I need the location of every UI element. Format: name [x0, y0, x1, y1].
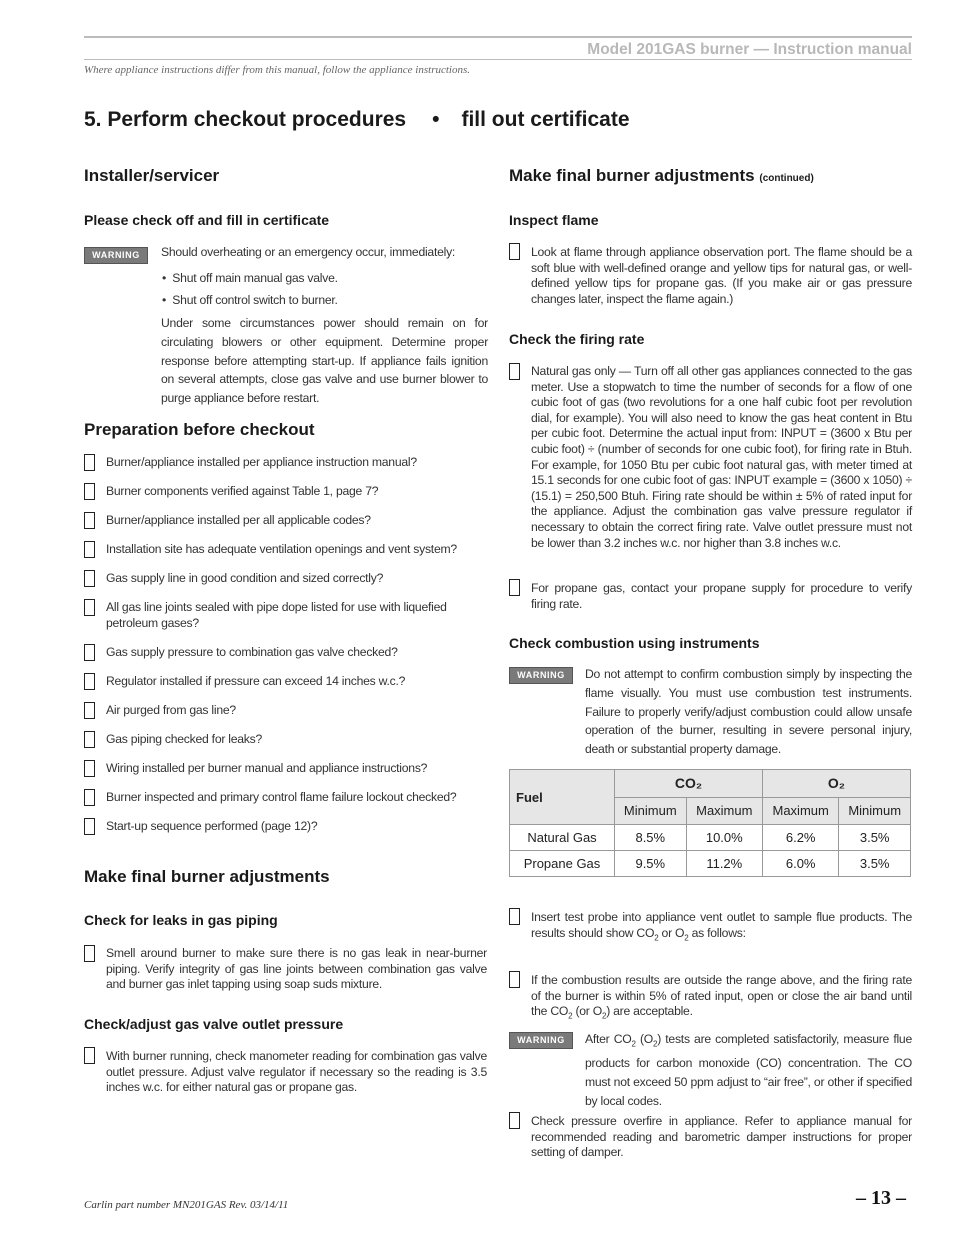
checkbox[interactable] [509, 908, 520, 925]
checkbox[interactable] [84, 731, 95, 748]
leaks-text: Smell around burner to make sure there is no gas leak in near-burner piping. Verify integrity of gas line joints between combination gas valve and burner gas inlet tapping using soap suds mixture. [106, 946, 487, 992]
overfire-text: Check pressure overfire in appliance. Refer to appliance manual for recommended reading and barometric damper instructions for proper setting of damper. [531, 1114, 912, 1160]
checkbox[interactable] [84, 818, 95, 835]
prep-heading: Preparation before checkout [84, 420, 315, 439]
prep-item-text: Air purged from gas line? [106, 703, 236, 717]
table-cell-fuel: Propane Gas [510, 851, 615, 877]
prep-item-text: Burner inspected and primary control flame failure lockout checked? [106, 790, 457, 804]
prep-item-text: Installation site has adequate ventilation openings and vent system? [106, 542, 457, 556]
subscript: 2 [568, 1011, 573, 1021]
section-title-sub: fill out certificate [461, 108, 630, 131]
firing-heading: Check the firing rate [509, 331, 645, 347]
outside-text-b: (or O [572, 1004, 602, 1019]
table-cell: 10.0% [686, 825, 762, 851]
prep-item-text: Burner/appliance installed per appliance instruction manual? [106, 455, 417, 469]
manual-title: Model 201GAS burner — Instruction manual [587, 41, 912, 58]
firing-text: Natural gas only — Turn off all other gas appliances connected to the gas meter. Use a stopwatch to time the number of seconds for a flow of one cubic foot of gas (two revolutions for a one half cubic foot per revolution dial, for example). You will also need to know the gas heat content in Btu per cubic foot. Determine the actual input from: INPUT = (3600 x Btu per cubic foot) ÷ (number of seconds for one cubic foot), for firing rate in Btuh. For example, for 1050 Btu per cubic foot natural gas, with meter timed at 15.1 seconds for one cubic foot of gas: INPUT example = (3600 x 1050) ÷ (15.1) = 250,500 Btuh. Firing rate should be within ± 5% of rated input for the appliance. Adjust the combination gas valve pressure regulator if necessary to obtain the correct firing rate. Valve outlet pressure must not be lower than 3.2 inches w.c. nor higher than 3.8 inches w.c. [531, 364, 912, 550]
checkoff-heading: Please check off and fill in certificate [84, 212, 330, 228]
table-subheader: Maximum [686, 797, 762, 825]
prep-item [84, 760, 490, 780]
checkbox[interactable] [509, 1112, 520, 1129]
checkbox[interactable] [84, 673, 95, 690]
emergency-bullet-2: Shut off control switch to burner. [172, 293, 338, 307]
outlet-text: With burner running, check manometer reading for combination gas valve outlet pressure. Adjust valve regulator if necessary so the reading is 3.5 inches w.c. for either natural gas or propane gas. [106, 1049, 487, 1095]
prep-item [84, 570, 490, 590]
table-cell: 9.5% [615, 851, 687, 877]
probe-text-a: Insert test probe into appliance vent outlet to sample flue products. The results should show CO [531, 910, 912, 940]
outside-range-text [531, 973, 912, 1024]
warning-badge: WARNING [84, 247, 148, 264]
flame-text: Look at flame through appliance observation port. The flame should be a soft blue with well-defined orange and yellow tips for natural gas, or well-defined yellow tips for propane gas. (If you make air or gas pressure changes later, inspect the flame again.) [531, 245, 912, 306]
subscript: 2 [684, 933, 689, 943]
prep-item-text: Gas supply line in good condition and sized correctly? [106, 571, 384, 585]
combustion-heading: Check combustion using instruments [509, 635, 760, 651]
outlet-heading: Check/adjust gas valve outlet pressure [84, 1016, 344, 1032]
checkbox[interactable] [509, 971, 520, 988]
checkbox[interactable] [84, 702, 95, 719]
table-cell: 6.0% [762, 851, 838, 877]
adjust-continued-heading [509, 166, 814, 186]
prep-item [84, 673, 490, 693]
table-subheader: Minimum [839, 797, 911, 825]
prep-item [84, 483, 490, 503]
probe-text-c: as follows: [688, 925, 746, 940]
combustion-warning: Do not attempt to confirm combustion simply by inspecting the flame visually. You must use combustion test instruments. Failure to properly verify/adjust combustion could allow unsafe operation of the burner, resulting in severe personal injury, death or substantial property damage. [585, 667, 912, 757]
emergency-note: Under some circumstances power should remain on for circulating blowers or other equipment. Determine proper response before attempting start-up. If appliance fails ignition on several attempts, close gas valve and use burner blower to purge appliance before restart. [161, 316, 488, 406]
subscript: 2 [631, 1039, 636, 1049]
outside-text-c: ) are acceptable. [606, 1004, 693, 1019]
subscript: 2 [654, 933, 659, 943]
bullet-1: • Shut off main manual gas valve. [162, 271, 338, 285]
prep-item [84, 702, 490, 722]
continued-label: (continued) [759, 173, 814, 184]
section-title-main: 5. Perform checkout procedures [84, 108, 407, 131]
fuel-header: Fuel [510, 770, 615, 825]
prep-item-text: Burner/appliance installed per all applicable codes? [106, 513, 371, 527]
leaks-heading: Check for leaks in gas piping [84, 912, 278, 928]
prep-item-text: Wiring installed per burner manual and appliance instructions? [106, 761, 428, 775]
table-cell: 3.5% [839, 851, 911, 877]
adjust-heading: Make final burner adjustments [84, 867, 330, 886]
co-warning [585, 1030, 912, 1111]
checkbox[interactable] [509, 363, 520, 380]
table-cell-fuel: Natural Gas [510, 825, 615, 851]
prep-item [84, 818, 490, 838]
co-text-c: ) tests are completed satisfactorily, measure flue products for carbon monoxide (CO) concentration. The CO must not exceed 50 ppm adjust to “air free”, or other if specified by local codes. [585, 1032, 912, 1108]
checkbox[interactable] [84, 512, 95, 529]
checkbox[interactable] [509, 243, 520, 260]
prep-item [84, 541, 490, 561]
section-title [84, 108, 630, 132]
checkbox[interactable] [84, 644, 95, 661]
subscript: 2 [601, 1011, 607, 1021]
co2-header: CO₂ [615, 770, 763, 798]
checkbox[interactable] [84, 789, 95, 806]
prep-item [84, 454, 490, 474]
adjust-heading-text: Make final burner adjustments [509, 166, 755, 185]
prep-item-text: All gas line joints sealed with pipe dope listed for use with liquefied petroleum gases? [106, 600, 447, 630]
table-cell: 3.5% [839, 825, 911, 851]
o2-header: O₂ [762, 770, 910, 798]
header-rule-top [84, 36, 912, 38]
checkbox[interactable] [84, 1047, 95, 1064]
prep-item [84, 644, 490, 664]
checkbox[interactable] [84, 541, 95, 558]
outside-text-a: If the combustion results are outside the range above, and the firing rate of the burner is within 5% of rated input, open or close the air band until the CO [531, 973, 912, 1019]
probe-text [531, 910, 912, 946]
emergency-intro: Should overheating or an emergency occur, immediately: [161, 245, 456, 259]
header-note: Where appliance instructions differ from this manual, follow the appliance instructions. [84, 64, 470, 76]
bullet-2: • Shut off control switch to burner. [162, 293, 338, 307]
prep-item-text: Gas supply pressure to combination gas valve checked? [106, 645, 398, 659]
warning-badge: WARNING [509, 1032, 573, 1049]
table-subheader: Minimum [615, 797, 687, 825]
checkbox[interactable] [84, 945, 95, 962]
prep-item-text: Start-up sequence performed (page 12)? [106, 819, 318, 833]
table-row [510, 825, 911, 851]
checkbox[interactable] [509, 579, 520, 596]
checkbox[interactable] [84, 760, 95, 777]
bullet-separator: • [432, 108, 440, 131]
co-text-a: After CO [585, 1032, 632, 1046]
prep-item-text: Regulator installed if pressure can exceed 14 inches w.c.? [106, 674, 406, 688]
table-cell: 11.2% [686, 851, 762, 877]
checkbox[interactable] [84, 454, 95, 471]
table-cell: 6.2% [762, 825, 838, 851]
checkbox[interactable] [84, 483, 95, 500]
table-cell: 8.5% [615, 825, 687, 851]
co-text-b: (O [635, 1032, 654, 1046]
checkbox[interactable] [84, 570, 95, 587]
table-subheader: Maximum [762, 797, 838, 825]
part-number: Carlin part number MN201GAS Rev. 03/14/11 [84, 1199, 289, 1211]
page-number: – 13 – [856, 1187, 906, 1209]
prep-item [84, 731, 490, 751]
prep-item-text: Gas piping checked for leaks? [106, 732, 263, 746]
subscript: 2 [653, 1039, 658, 1049]
propane-text: For propane gas, contact your propane supply for procedure to verify firing rate. [531, 581, 912, 611]
prep-item [84, 512, 490, 532]
installer-heading: Installer/servicer [84, 166, 220, 185]
emergency-bullet-1: Shut off main manual gas valve. [172, 271, 338, 285]
combustion-table [509, 769, 911, 877]
prep-item [84, 599, 490, 630]
checkbox[interactable] [84, 599, 95, 616]
prep-item [84, 789, 490, 809]
table-row [510, 851, 911, 877]
flame-heading: Inspect flame [509, 212, 599, 228]
warning-badge: WARNING [509, 667, 573, 684]
prep-item-text: Burner components verified against Table 1, page 7? [106, 484, 379, 498]
header-rule-bottom [84, 59, 912, 60]
probe-text-b: or O [658, 925, 685, 940]
